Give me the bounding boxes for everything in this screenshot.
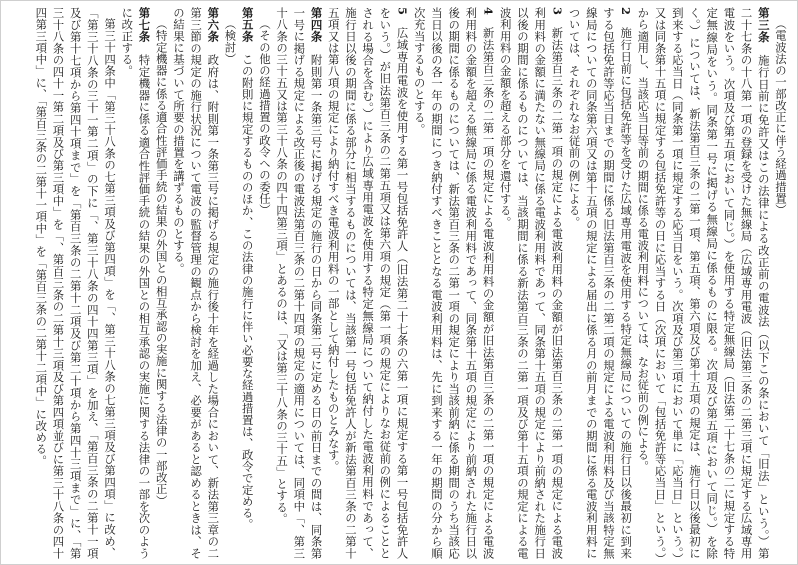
paragraph-text: 広域専用電波を使用する第一号包括免許人（旧法第二十七条の六第一項に規定する第一号包括免許人をいう。）が旧法第百三条の二第五項又は第六項の規定（第一項の規定によりなお従前の例によることとされる場合を含む。）により広域専用電波を使用する特定無線局について納付した電波利用料であって、施行日以後の期間に係る部分に相当するものについては、当該第一号包括免許人が新法第百三条の二第十五項又は第八項の規定により納付すべき電波利用料の一部として納付したものとみなす。 [326,7,410,559]
article-number: 第四条 [309,7,324,43]
article-paragraph [239,7,256,559]
section-heading: （特定機器に係る適合性評価手続の結果の外国との相互承認の実施に関する法律の一部改正） [154,18,169,507]
section-heading: （その他の経過措置の政令への委任） [257,18,272,217]
paragraph-text: 特定機器に係る適合性評価手続の結果の外国との相互承認の実施に関する法律の一部を次のように改正する。 [120,7,152,559]
paragraph-text: 政府は、附則第一条第三号に掲げる規定の施行後十年を経過した場合において、新法第三章の二第三節の規定の施行状況について電波の監督管理の観点から検討を加え、必要があると認めるときは、その結果に基づいて所要の措置を講ずるものとする。 [171,7,221,559]
clause-paragraph [325,7,411,559]
paragraph-text: 新法第百三条の二第一項の規定による電波利用料の金額が旧法第百三条の二第一項の規定による電波利用料の金額を超える無線局に係る電波利用料であって、同条第十五項の規定により前納された施行日以後の期間に係るものについては、新法第百三条の二第一項の規定により当該前納に係る期間のうち当該応当日以後の各一年の期間につき納付すべきこととなる電波利用料は、先に到来する一年の期間の分から順次充当するものとする。 [412,7,496,559]
paragraph-text: 第三十四条中「第三十八条の七第三項及び第四項」を「、第三十八条の七第三項及び第四項」に改め、「第三十八条の三十一第二項」の下に「、第三十八条の四十四第三項」を加え、「第百三条の二第十一項及び第十七項から第四十項まで」を「第百三条の二第十二項及び第二十項から第四十三項まで」に、「第三十八条の四十一第二項及び第三項中」を「、第百三条の二第十三項及び第四項並びに第三十八条の四十四第三項中」に、「第百三条の二第十一項中」を「第百三条の二第十二項中」に改める。 [34,7,118,559]
paragraph-text: 附則第一条第三号に掲げる規定の施行の日から同条第二号に定める日の前日までの間は、同条第一号に掲げる規定による改正後の電波法第百三条の二第十四項の規定の適用については、同項中「、第三十八条の三十五又は第三十八条の四十四第三項」とあるのは、「又は第三十八条の三十五」とする。 [275,7,324,559]
paragraph-text: 施行日前に包括免許等を受けた広域専用電波を使用する特定無線局についての施行日以後最初に到来する包括免許等応当日までの期間に係る旧法第百三条の二第二項の規定による電波利用料及び当該特定無線局についての同条第六項又は第十五項の規定による届出に係る月の前月までの期間に係る電波利用料については、それぞれなお従前の例による。 [567,7,634,559]
clause-number: 4 [481,7,496,16]
article-number: 第三条 [756,7,771,43]
article-paragraph [273,7,325,559]
clause-paragraph [32,7,118,559]
section-heading: （電波法の一部改正に伴う経過措置） [774,18,788,217]
section-heading: （検討） [223,18,238,65]
article-number: 第七条 [137,7,152,43]
clause-number: 3 [550,7,565,16]
clause-number: 5 [395,7,410,16]
article-paragraph [170,7,222,559]
clause-paragraph [497,7,566,559]
clause-number: 2 [619,7,634,16]
article-number: 第五条 [240,7,255,42]
clause-paragraph [411,7,497,559]
paragraph-text: この附則に規定するもののほか、この法律の施行に伴い必要な経過措置は、政令で定める。 [240,53,255,531]
clause-paragraph [565,7,634,559]
paragraph-text: 施行日前に免許又はこの法律による改正前の電波法（以下この条において「旧法」という。）第二十七条の十八第一項の登録を受けた無線局（広域専用電波（旧法第三条の二第三項に規定する広域専用電波をいう。次項及び第五項において同じ。）を使用する特定無線局（旧法第二十七条の二に規定する特定無線局をいう。同条第一号に掲げる無線局に係るものに限る。次項及び第五項において同じ。）を除く。）については、新法第百三条の二第一項、第五項、第六項及び第十五項の規定は、施行日以後最初に到来する応当日（同条第一項に規定する応当日をいう。次項及び第三項において単に「応当日」という。）又は同条第十五項に規定する包括免許等の日に応当する日（次項において「包括免許等応当日」という。）から適用し、当該応当日等前の期間に係る電波利用料については、なお従前の例による。 [636,7,771,559]
document-text-column [9,7,789,559]
paragraph-text: 新法第百三条の二第一項の規定による電波利用料の金額が旧法第百三条の二第一項の規定による電波利用料の金額に満たない無線局に係る電波利用料であって、同条第十五項の規定により前納された施行日以後の期間に係るものについては、当該期間に係る新法第百三条の二第一項及び第十五項の規定による電波利用料の金額を超える部分を還付する。 [498,7,565,559]
article-number: 第六条 [206,7,221,43]
article-paragraph [118,7,152,559]
article-paragraph [634,7,772,559]
